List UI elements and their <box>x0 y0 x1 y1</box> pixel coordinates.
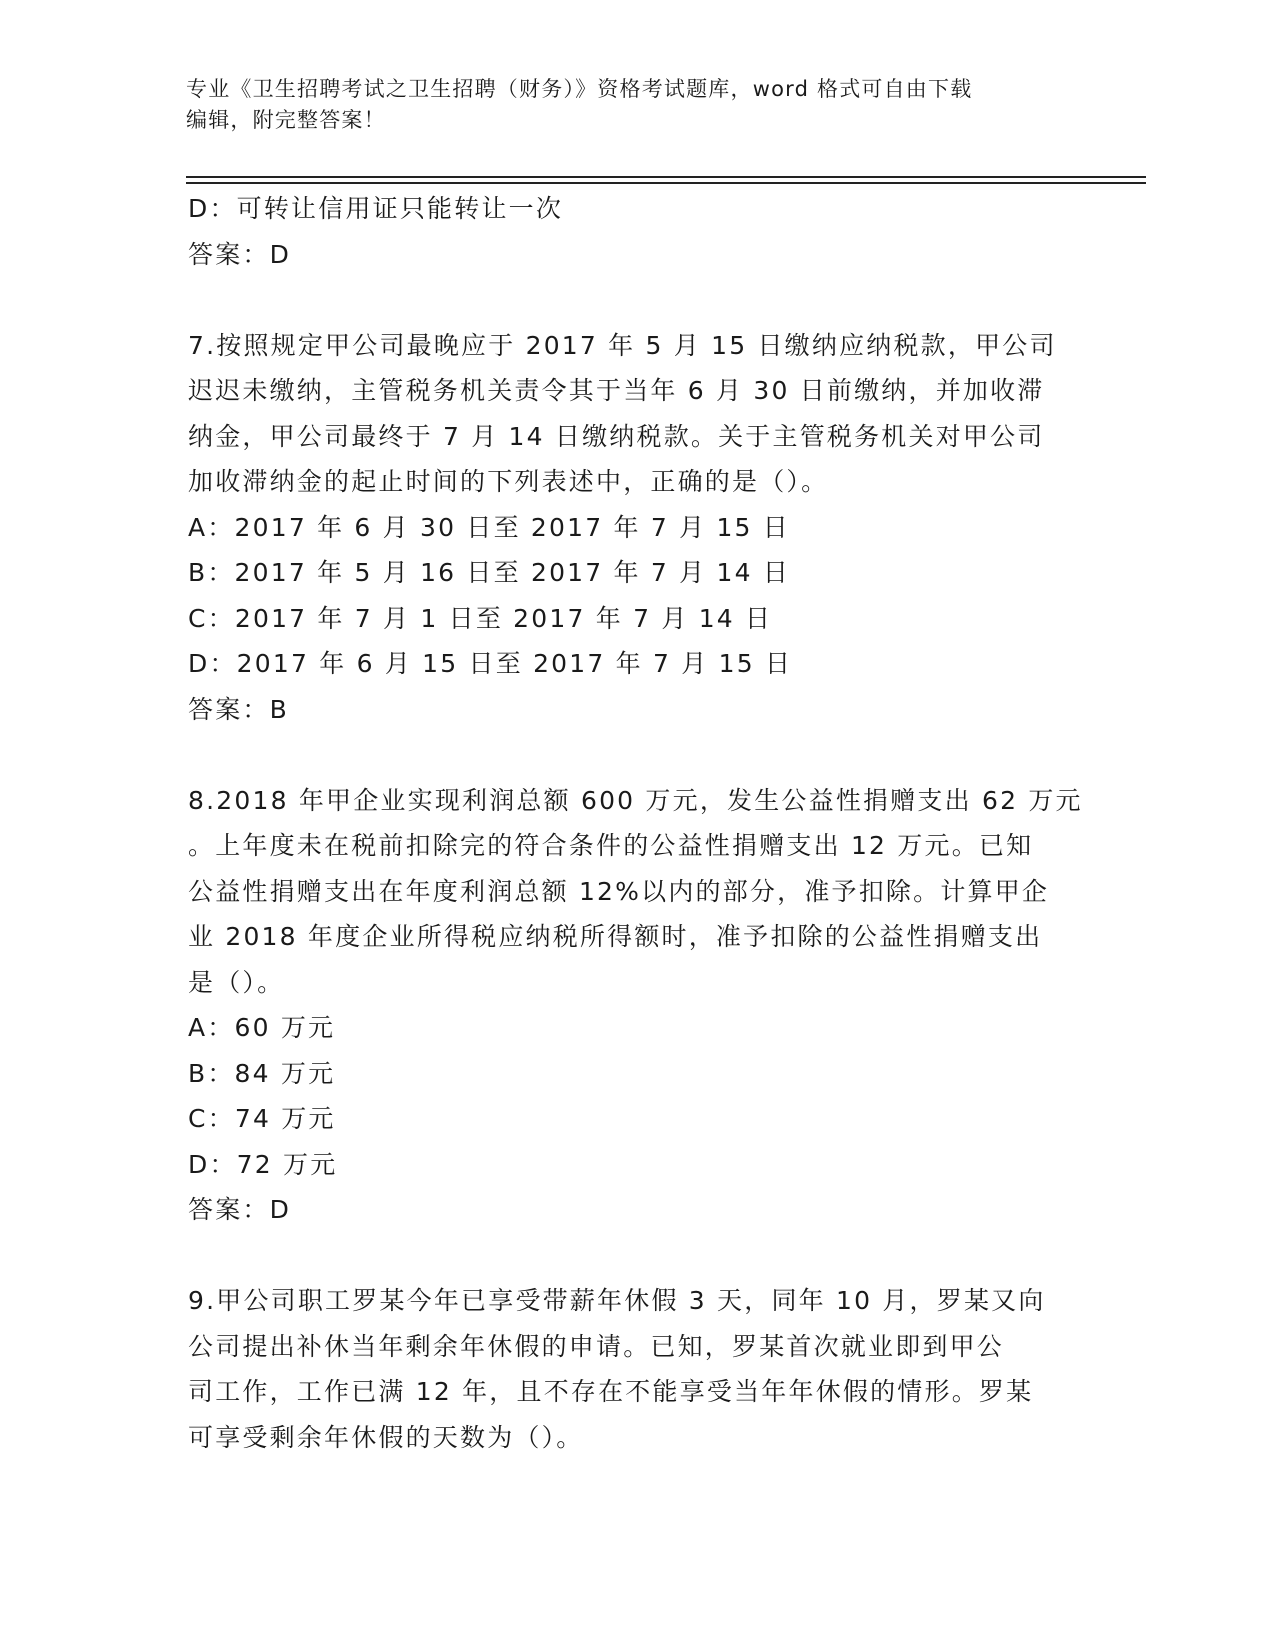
question-line: 9.甲公司职工罗某今年已享受带薪年休假 3 天，同年 10 月，罗某又向 <box>188 1286 1046 1315</box>
answer: 答案：D <box>188 239 292 269</box>
option-d: D：72 万元 <box>188 1149 338 1179</box>
header-rule-top <box>186 176 1146 178</box>
question-line: 公司提出补休当年剩余年休假的申请。已知，罗某首次就业即到甲公 <box>188 1331 1005 1361</box>
option-a: A：60 万元 <box>188 1013 336 1042</box>
question-line: 是（）。 <box>188 967 285 997</box>
option-c: C：74 万元 <box>188 1104 336 1133</box>
question-line: 公益性捐赠支出在年度利润总额 12%以内的部分，准予扣除。计算甲企 <box>188 876 1050 906</box>
question-line: 。上年度未在税前扣除完的符合条件的公益性捐赠支出 12 万元。已知 <box>188 831 1034 860</box>
option-d: D：2017 年 6 月 15 日至 2017 年 7 月 15 日 <box>188 649 793 678</box>
option-d: D：可转让信用证只能转让一次 <box>188 194 564 223</box>
answer: 答案：B <box>188 694 289 724</box>
question-line: 业 2018 年度企业所得税应纳税所得额时，准予扣除的公益性捐赠支出 <box>188 922 1043 951</box>
option-c: C：2017 年 7 月 1 日至 2017 年 7 月 14 日 <box>188 603 773 633</box>
question-line: 8.2018 年甲企业实现利润总额 600 万元，发生公益性捐赠支出 62 万元 <box>188 785 1083 815</box>
question-line: 迟迟未缴纳，主管税务机关责令其于当年 6 月 30 日前缴纳，并加收滞 <box>188 376 1045 405</box>
header-line-1: 专业《卫生招聘考试之卫生招聘（财务）》资格考试题库，word 格式可自由下载 <box>186 77 973 101</box>
option-b: B：2017 年 5 月 16 日至 2017 年 7 月 14 日 <box>188 558 791 587</box>
header-line-2: 编辑，附完整答案！ <box>186 108 386 132</box>
document-header <box>186 74 1086 136</box>
question-9 <box>188 1278 1088 1460</box>
question-line: 司工作，工作已满 12 年，且不存在不能享受当年年休假的情形。罗某 <box>188 1377 1034 1406</box>
question-7 <box>188 323 1088 733</box>
question-line: 加收滞纳金的起止时间的下列表述中，正确的是（）。 <box>188 467 829 496</box>
question-line: 7.按照规定甲公司最晚应于 2017 年 5 月 15 日缴纳应纳税款，甲公司 <box>188 330 1057 360</box>
answer: 答案：D <box>188 1195 292 1224</box>
question-8 <box>188 778 1088 1233</box>
header-rule-bottom <box>186 182 1146 184</box>
document-body <box>188 186 1088 1460</box>
option-a: A：2017 年 6 月 30 日至 2017 年 7 月 15 日 <box>188 512 790 542</box>
question-line: 可享受剩余年休假的天数为（）。 <box>188 1422 584 1452</box>
question-line: 纳金，甲公司最终于 7 月 14 日缴纳税款。关于主管税务机关对甲公司 <box>188 421 1045 451</box>
option-b: B：84 万元 <box>188 1058 336 1088</box>
